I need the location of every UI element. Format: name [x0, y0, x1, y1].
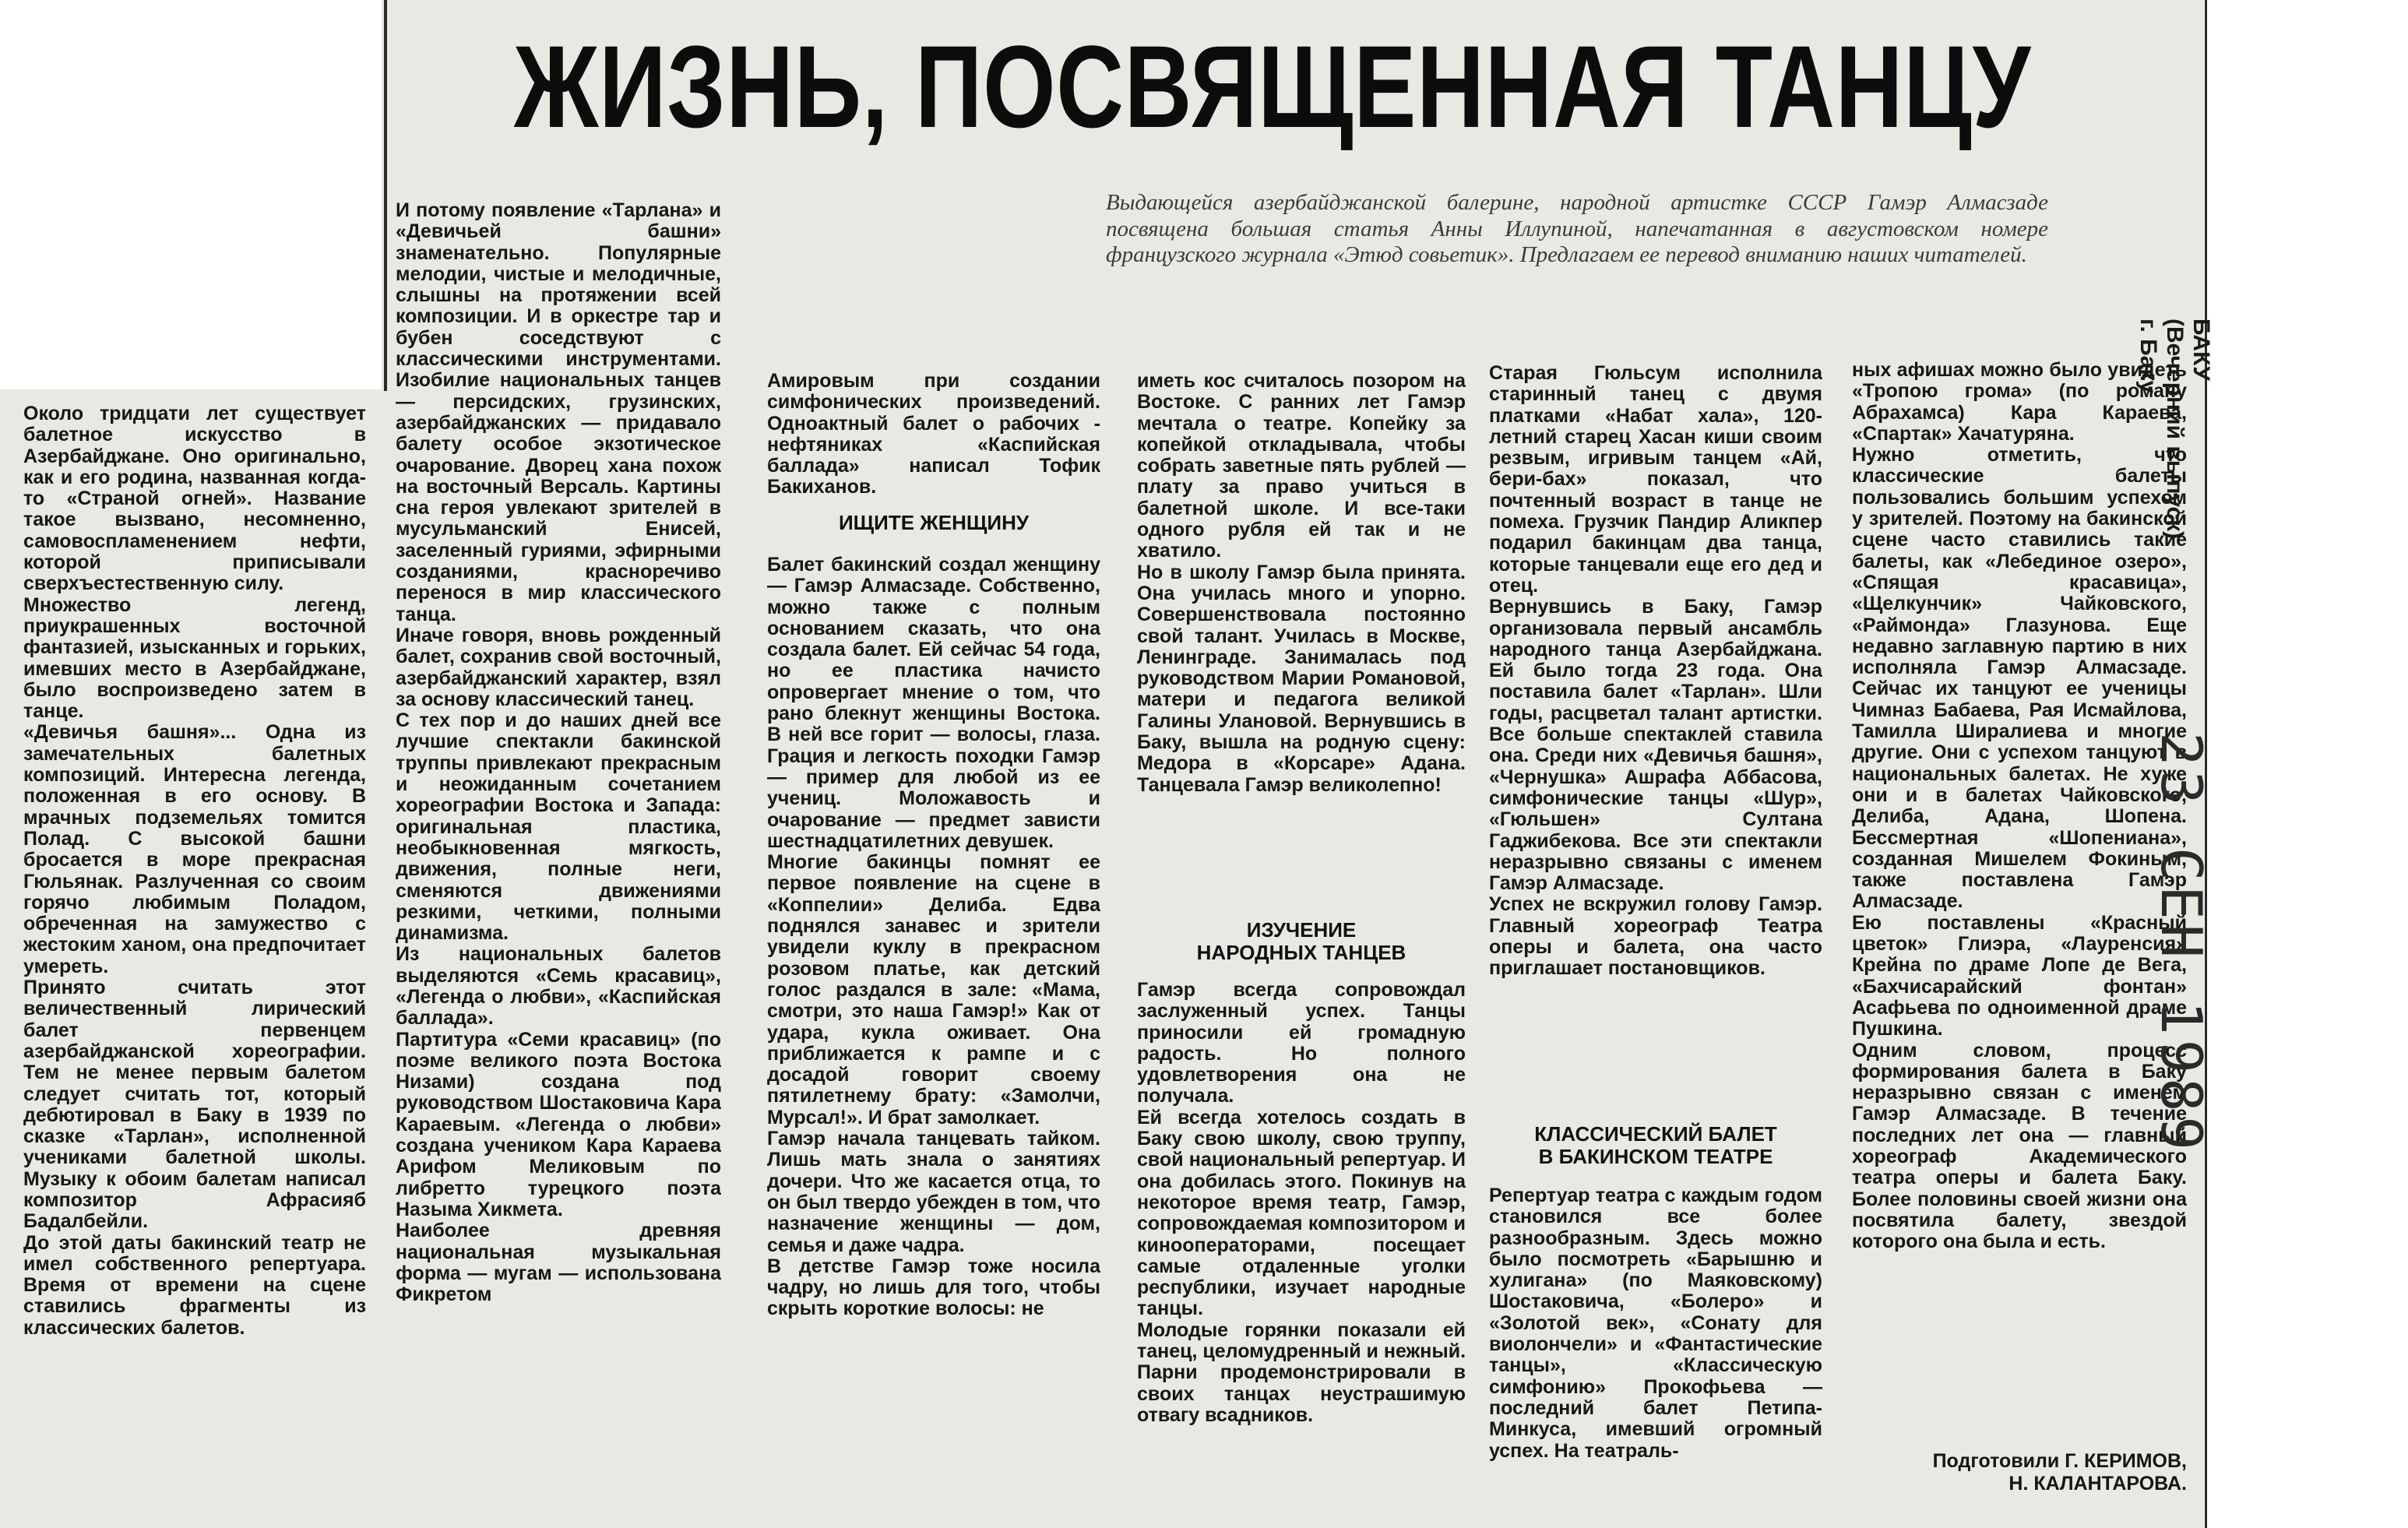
date-stamp: 23 СЕН 1989: [2149, 732, 2214, 1155]
subheading-folk-dances: ИЗУЧЕНИЕ НАРОДНЫХ ТАНЦЕВ: [1196, 918, 1406, 964]
column-4-top: иметь кос считалось позором на Востоке. С ранних лет Гамэр мечтала о театре. Копейку за копейкой откладывала, чтобы собрать заветные пять рублей — плату за право учиться в балетной школе. И все-таки одного рубля ей так и не хватило. Но в школу Гамэр была принята. Она училась много и упорно. Совершенствовала постоянно свой талант. Училась в Москве, Ленинграде. Занималась под руководством Марии Романовой, матери и педагога великой Галины Улановой. Вернувшись в Баку, вышла на родную сцену: Медора в «Корсаре» Адана. Танцевала Гамэр великолепно!: [1137, 371, 1466, 796]
source-annotation: БАКУ (Вечерний выпуск) г. Баку: [2135, 319, 2214, 540]
column-6: ных афишах можно было увидеть «Тропою грома» (по роману Абрахамса) Кара Караева, «Спартак» Хачатуряна. Нужно отметить, что классические балеты пользовались большим успехом у зрителей. Поэтому на бакинской сцене часто ставились такие балеты, как «Лебединое озеро», «Спящая красавица», «Щелкунчик» Чайковского, «Раймонда» Глазунова. Еще недавно заглавную партию в них исполняла Гамэр Алмасзаде. Сейчас их танцуют ее ученицы Чимназ Бабаева, Рая Исмайлова, Тамилла Ширалиева и многие другие. Они с успехом танцуют в национальных балетах. Не хуже они и в балетах Чайковского, Делиба, Адана, Шопена. Бессмертная «Шопениана», созданная Мишелем Фокиным, также поставлена Гамэр Алмасзаде. Ею поставлены «Красный цветок» Глиэра, «Лауренсия» Крейна по драме Лопе де Вега, «Бахчисарайский фонтан» Асафьева по одноименной драме Пушкина. Одним словом, процесс формирования балета в Баку неразрывно связан с именем Гамэр Алмасзаде. В течение последних лет она — главный хореограф Академического театра оперы и балета Баку. Более половины своей жизни она посвятила балету, звездой которого она была и есть.: [1852, 360, 2187, 1253]
column-5-body: Репертуар театра с каждым годом становился все более разнообразным. Здесь можно было посмотреть «Барышню и хулигана» (по Маяковскому) Шостаковича, «Болеро» и «Золотой век», «Сонату для виолончели» и «Фантастические танцы», «Классическую симфонию» Прокофьева — последний балет Петипа-Минкуса, имевший огромный успех. На театраль-: [1489, 1185, 1822, 1462]
column-2: И потому появление «Тарлана» и «Девичьей башни» знаменательно. Популярные мелодии, чистые и мелодичные, слышны на протяжении всей композиции. И в оркестре тар и бубен соседствуют с классическими инструментами. Изобилие национальных танцев — персидских, грузинских, азербайджанских — придавало балету особое экзотическое очарование. Дворец хана похож на восточный Версаль. Картины сна героя увлекают зрителей в мусульманский Енисей, заселенный гуриями, эфирными созданиями, красноречиво перенося в мир классического танца. Иначе говоря, вновь рожденный балет, сохранив свой восточный, азербайджанский характер, взял за основу классический танец. С тех пор и до наших дней все лучшие спектакли бакинской труппы привлекают прекрасным и неожиданным сочетанием хореографии Востока и Запада: оригинальная пластика, необыкновенная мягкость, движения, полные неги, сменяются движениями резкими, четкими, полными динамизма. Из национальных балетов выделяются «Семь красавиц», «Легенда о любви», «Каспийская баллада». Партитура «Семи красавиц» (по поэме великого поэта Востока Низами) создана под руководством Шостаковича Кара Караевым. «Легенда о любви» создана учеником Кара Караева Арифом Меликовым по либретто турецкого поэта Назыма Хикмета. Наиболее древняя национальная музыкальная форма — мугам — использована Фикретом: [396, 200, 721, 1306]
column-5-top: Старая Гюльсум исполнила старинный танец с двумя платками «Набат хала», 120-летний старец Хасан киши своим резвым, игривым танцем «Ай, бери-бах» показал, что почтенный возраст в танце не помеха. Грузчик Пандир Аликпер подарил бакинцам два танца, которые танцевали еще его дед и отец. Вернувшись в Баку, Гамэр организовала первый ансамбль народного танца Азербайджана. Ей было тогда 23 года. Она поставила балет «Тарлан». Шли годы, расцветал талант артистки. Все больше спектаклей ставила она. Среди них «Девичья башня», «Чернушка» Ашрафа Аббасова, симфонические танцы «Шур», «Гюльшен» Султана Гаджибекова. Все эти спектакли неразрывно связаны с именем Гамэр Алмасзаде. Успех не вскружил голову Гамэр. Главный хореограф Театра оперы и балета, она часто приглашает постановщиков.: [1489, 363, 1822, 980]
article-lead: Выдающейся азербайджанской балерине, народной артистке СССР Гамэр Алмасзаде посвящена большая статья Анны Иллупиной, напечатанная в августовском номере французского журнала «Этюд совьетик». Предлагаем ее перевод вниманию наших читателей.: [1106, 190, 2048, 267]
article-credit: Подготовили Г. КЕРИМОВ, Н. КАЛАНТАРОВА.: [1932, 1450, 2187, 1495]
article-headline: ЖИЗНЬ, ПОСВЯЩЕННАЯ ТАНЦУ: [514, 21, 2032, 152]
subheading-classical-ballet: КЛАССИЧЕСКИЙ БАЛЕТ В БАКИНСКОМ ТЕАТРЕ: [1534, 1122, 1777, 1168]
column-3-body: Балет бакинский создал женщину — Гамэр Алмасзаде. Собственно, можно также с полным основанием сказать, что она создала балет. Ей сейчас 54 года, но ее пластика начисто опровергает мнение о том, что рано блекнут женщины Востока. В ней все горит — волосы, глаза. Грация и легкость походки Гамэр — пример для любой из ее учениц. Моложавость и очарование — предмет зависти шестнадцатилетних девушек. Многие бакинцы помнят ее первое появление на сцене в «Коппелии» Делиба. Едва поднялся занавес и зрители увидели куклу в прекрасном розовом платье, как детский голос раздался в зале: «Мама, смотри, это наша Гамэр!» Как от удара, кукла оживает. Она приближается к рампе и с досадой говорит своему пятилетнему брату: «Замолчи, Мурсал!». И брат замолкает. Гамэр начала танцевать тайком. Лишь мать знала о занятиях дочери. Что же касается отца, то он был твердо убежден в том, что назначение женщины — дом, семья и даже чадра. В детстве Гамэр тоже носила чадру, но лишь для того, чтобы скрыть короткие волосы: не: [767, 555, 1100, 1320]
column-4-body: Гамэр всегда сопровождал заслуженный успех. Танцы приносили ей громадную радость. Но полного удовлетворения она не получала. Ей всегда хотелось создать в Баку свою школу, свою труппу, свой национальный репертуар. И она добилась этого. Покинув на некоторое время театр, Гамэр, сопровождаемая композитором и кинооператорами, посещает самые отдаленные уголки республики, изучает народные танцы. Молодые горянки показали ей танец, целомудренный и нежный. Парни продемонстрировали в своих танцах неустрашимую отвагу всадников.: [1137, 980, 1466, 1426]
column-1: Около тридцати лет существует балетное искусство в Азербайджане. Оно оригинально, как и его родина, названная когда-то «Страной огней». Название такое вызвано, несомненно, самовоспламенением нефти, которой приписывали сверхъестественную силу. Множество легенд, приукрашенных восточной фантазией, изысканных и горьких, имевших место в Азербайджане, было воспроизведено затем в танце. «Девичья башня»... Одна из замечательных балетных композиций. Интересна легенда, положенная в его основу. В мрачных подземельях томится Полад. С высокой башни бросается в море прекрасная Гюльянак. Разлученная со своим горячо любимым Поладом, обреченная на замужество с жестоким ханом, она предпочитает умереть. Принято считать этот величественный лирический балет первенцем азербайджанской хореографии. Тем не менее первым балетом следует считать тот, который дебютировал в Баку в 1939 по сказке «Тарлан», исполненной учениками балетной школы. Музыку к обоим балетам написал композитор Афрасияб Бадалбейли. До этой даты бакинский театр не имел собственного репертуара. Время от времени на сцене ставились фрагменты из классических балетов.: [23, 403, 366, 1339]
subheading-search-woman: ИЩИТЕ ЖЕНЩИНУ: [838, 511, 1030, 534]
column-rule: [384, 0, 387, 391]
column-3-top: Амировым при создании симфонических произведений. Одноактный балет о рабочих - нефтяниках «Каспийская баллада» написал Тофик Бакиханов.: [767, 371, 1100, 498]
